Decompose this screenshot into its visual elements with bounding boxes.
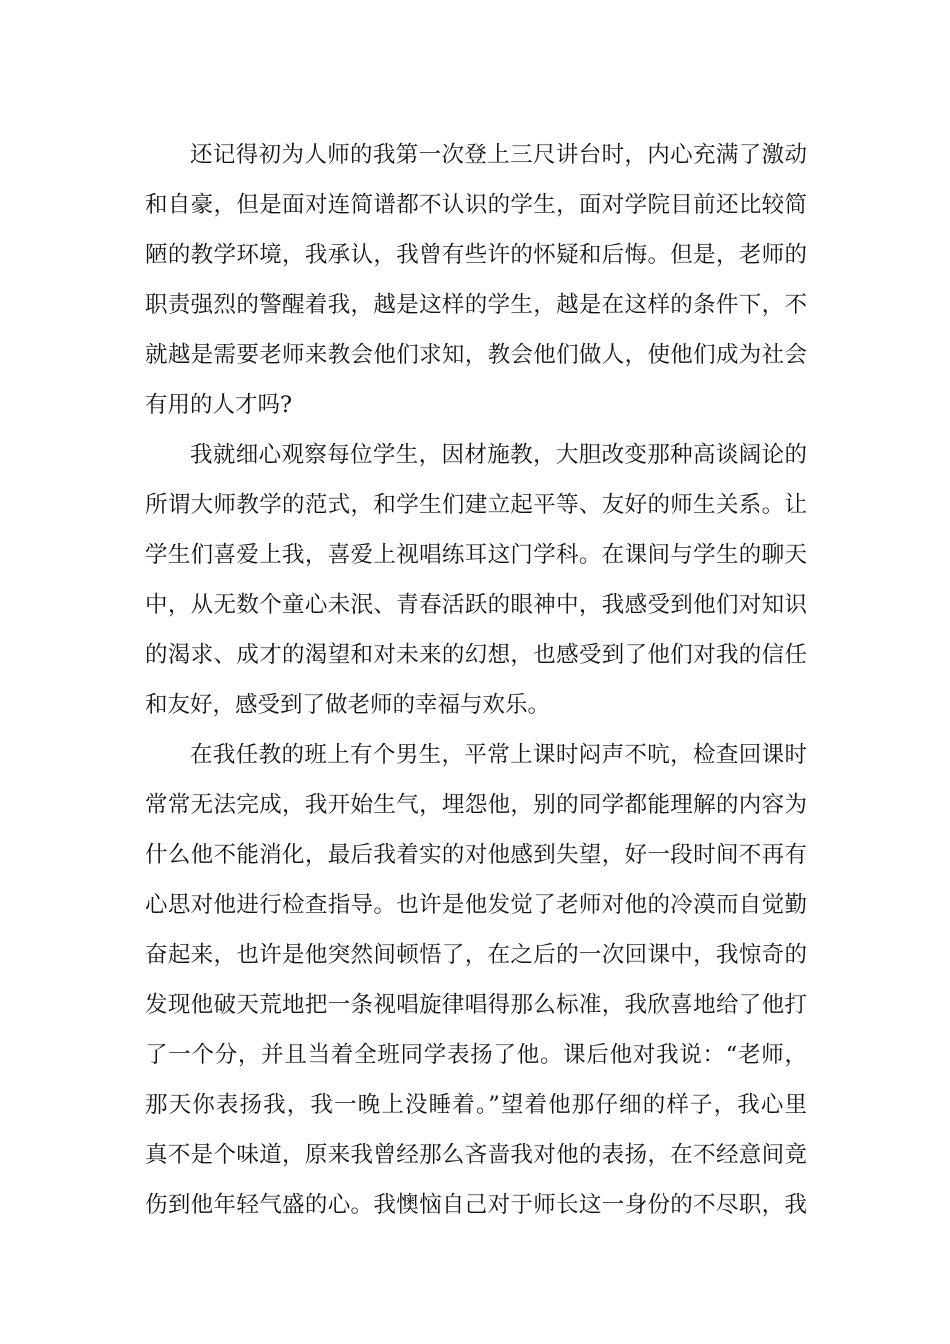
paragraph-1-line-1: 还记得初为人师的我第一次登上三尺讲台时，内心充满了激动 <box>190 142 807 168</box>
paragraph-3-line-10: 伤到他年轻气盛的心。我懊恼自己对于师长这一身份的不尽职，我 <box>145 1192 807 1218</box>
paragraph-1-line-5: 就越是需要老师来教会他们求知，教会他们做人，使他们成为社会 <box>145 342 807 368</box>
paragraph-3-line-5: 奋起来，也许是他突然间顿悟了，在之后的一次回课中，我惊奇的 <box>145 942 807 968</box>
paragraph-3-line-2: 常常无法完成，我开始生气，埋怨他，别的同学都能理解的内容为 <box>145 792 807 818</box>
paragraph-1-line-3: 陋的教学环境，我承认，我曾有些许的怀疑和后悔。但是，老师的 <box>145 242 807 268</box>
paragraph-1-line-6: 有用的人才吗? <box>145 392 293 418</box>
paragraph-2-line-1: 我就细心观察每位学生，因材施教，大胆改变那种高谈阔论的 <box>190 442 807 468</box>
paragraph-3-line-6: 发现他破天荒地把一条视唱旋律唱得那么标准，我欣喜地给了他打 <box>145 992 807 1018</box>
paragraph-1-line-4: 职责强烈的警醒着我，越是这样的学生，越是在这样的条件下，不 <box>145 292 807 318</box>
body-text <box>145 130 807 1230</box>
paragraph-2-line-4: 中，从无数个童心未泯、青春活跃的眼神中，我感受到他们对知识 <box>145 592 807 618</box>
paragraph-3-line-7: 了一个分，并且当着全班同学表扬了他。课后他对我说：“老师， <box>145 1042 807 1068</box>
paragraph-3-line-8: 那天你表扬我，我一晚上没睡着。”望着他那仔细的样子，我心里 <box>145 1092 807 1118</box>
paragraph-3-line-9: 真不是个味道，原来我曾经那么吝啬我对他的表扬，在不经意间竟 <box>145 1142 807 1168</box>
paragraph-3-line-1: 在我任教的班上有个男生，平常上课时闷声不吭，检查回课时 <box>190 742 807 768</box>
paragraph-2-line-3: 学生们喜爱上我，喜爱上视唱练耳这门学科。在课间与学生的聊天 <box>145 542 807 568</box>
paragraph-2-line-2: 所谓大师教学的范式，和学生们建立起平等、友好的师生关系。让 <box>145 492 807 518</box>
paragraph-2-line-6: 和友好，感受到了做老师的幸福与欢乐。 <box>145 692 551 718</box>
paragraph-1-line-2: 和自豪，但是面对连简谱都不认识的学生，面对学院目前还比较简 <box>145 192 807 218</box>
paragraph-2-line-5: 的渴求、成才的渴望和对未来的幻想，也感受到了他们对我的信任 <box>145 642 807 668</box>
paragraph-3-line-3: 什么他不能消化，最后我着实的对他感到失望，好一段时间不再有 <box>145 842 807 868</box>
paragraph-3-line-4: 心思对他进行检查指导。也许是他发觉了老师对他的冷漠而自觉勤 <box>145 892 807 918</box>
